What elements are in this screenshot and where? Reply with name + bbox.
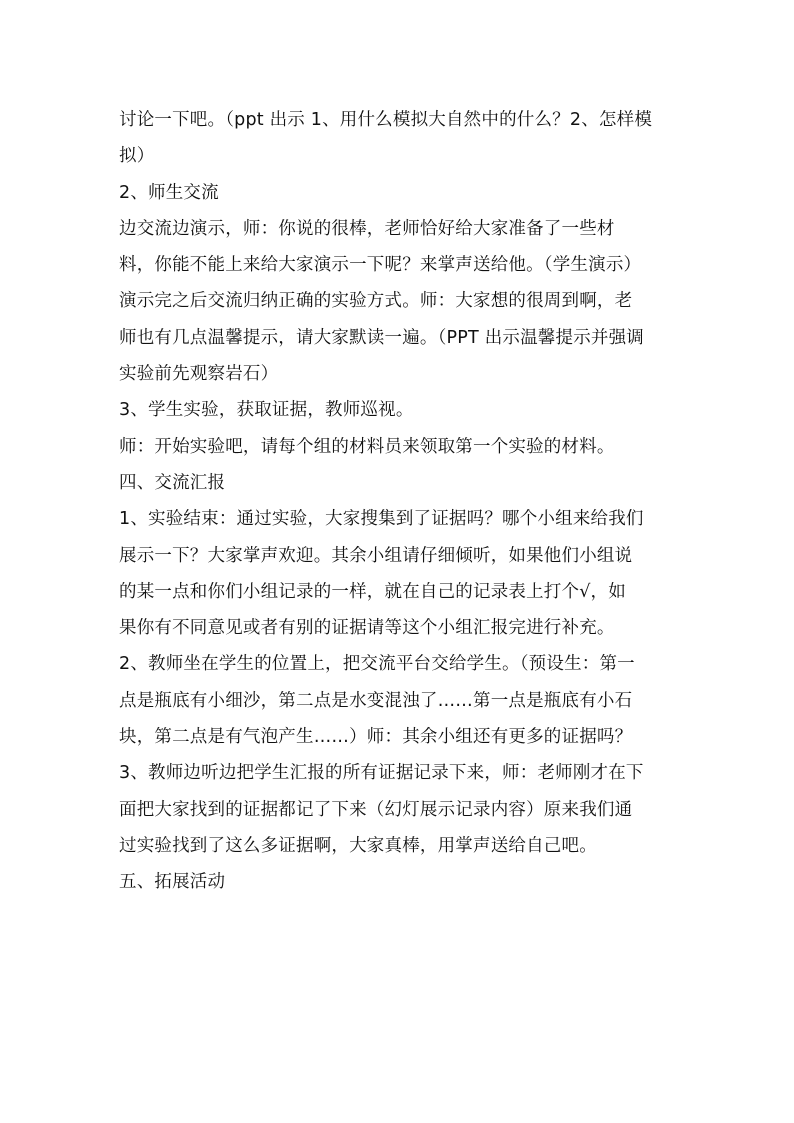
text-line: 讨论一下吧。（ppt 出示 1、用什么模拟大自然中的什么？2、怎样模 — [119, 110, 653, 130]
text-line: 点是瓶底有小细沙，第二点是水变混浊了……第一点是瓶底有小石 — [119, 690, 633, 711]
text-line: 边交流边演示，师：你说的很棒，老师恰好给大家准备了一些材 — [119, 218, 615, 239]
section-heading: 3、学生实验，获取证据，教师巡视。 — [119, 400, 414, 421]
text-line: 师：开始实验吧，请每个组的材料员来领取第一个实验的材料。 — [119, 436, 615, 457]
text-line: 2、教师坐在学生的位置上，把交流平台交给学生。（预设生：第一 — [119, 654, 635, 675]
text-line: 果你有不同意见或者有别的证据请等这个小组汇报完进行补充。 — [119, 618, 615, 639]
document-body — [119, 102, 679, 901]
text-line: 演示完之后交流归纳正确的实验方式。师：大家想的很周到啊，老 — [119, 291, 633, 312]
section-heading: 2、师生交流 — [119, 182, 219, 203]
text-line: 1、实验结束：通过实验，大家搜集到了证据吗？哪个小组来给我们 — [119, 509, 644, 530]
text-line: 拟） — [119, 146, 155, 167]
text-line: 展示一下？大家掌声欢迎。其余小组请仔细倾听，如果他们小组说 — [119, 545, 633, 566]
text-line: 料，你能不能上来给大家演示一下呢？来掌声送给他。（学生演示） — [119, 255, 642, 276]
text-line: 面把大家找到的证据都记了下来（幻灯展示记录内容）原来我们通 — [119, 799, 633, 820]
section-heading: 四、交流汇报 — [119, 472, 226, 493]
text-line: 的某一点和你们小组记录的一样，就在自己的记录表上打个√，如 — [119, 581, 626, 602]
text-line: 3、教师边听边把学生汇报的所有证据记录下来，师：老师刚才在下 — [119, 763, 644, 784]
text-line: 实验前先观察岩石） — [119, 364, 279, 385]
text-line: 师也有几点温馨提示，请大家默读一遍。（PPT 出示温馨提示并强调 — [119, 327, 645, 348]
section-heading: 五、拓展活动 — [119, 872, 226, 893]
text-line: 块，第二点是有气泡产生……）师：其余小组还有更多的证据吗？ — [119, 727, 633, 748]
text-line: 过实验找到了这么多证据啊，大家真棒，用掌声送给自己吧。 — [119, 835, 597, 856]
